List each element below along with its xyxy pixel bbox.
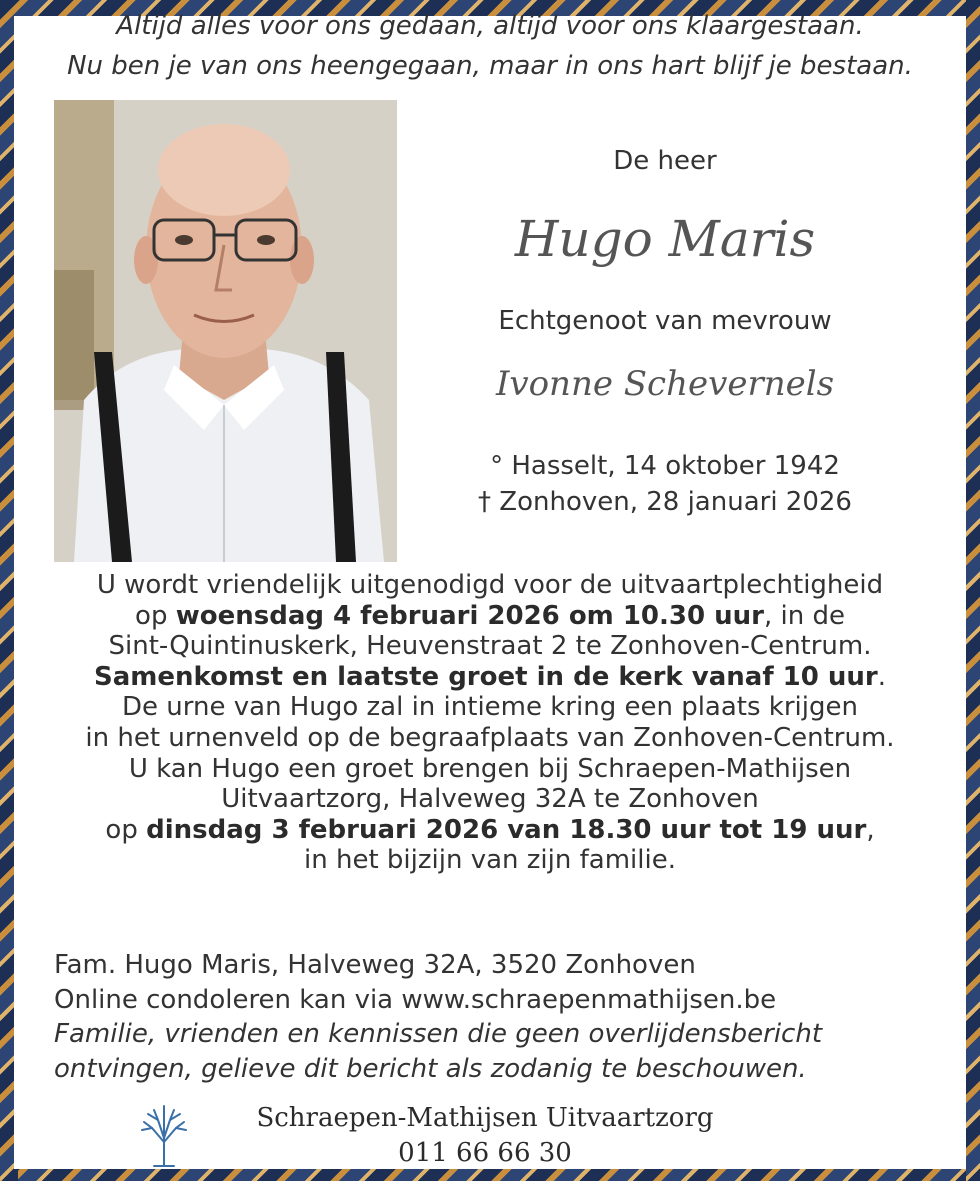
ceremony-line: U wordt vriendelijk uitgenodigd voor de uitvaartplechtigheid: [96, 570, 884, 600]
contact-info: [54, 948, 954, 1086]
gathering-bold: Samenkomst en laatste groet in de kerk vanaf 10 uur: [93, 661, 878, 692]
ceremony-line: op woensdag 4 februari 2026 om 10.30 uur, in de: [135, 600, 845, 631]
death-date: † Zonhoven, 28 januari 2026: [478, 487, 852, 517]
ceremony-line: Uitvaartzorg, Halveweg 32A te Zonhoven: [221, 784, 759, 815]
notice-line-1: Familie, vrienden en kennissen die geen overlijdensbericht: [54, 1019, 823, 1049]
birth-date: ° Hasselt, 14 oktober 1942: [490, 451, 840, 481]
poem: [0, 6, 980, 86]
ceremony-line: U kan Hugo een groet brengen bij Schraepen-Mathijsen: [128, 753, 852, 784]
ceremony-date-bold: woensdag 4 februari 2026 om 10.30 uur: [175, 600, 764, 631]
title-prefix: De heer: [613, 146, 717, 176]
ceremony-line: De urne van Hugo zal in intieme kring een plaats krijgen: [122, 692, 858, 723]
relation-text: Echtgenoot van mevrouw: [498, 306, 832, 336]
ceremony-line: op dinsdag 3 februari 2026 van 18.30 uur tot 19 uur,: [105, 814, 875, 845]
ceremony-line: Sint-Quintinuskerk, Heuvenstraat 2 te Zonhoven-Centrum.: [108, 631, 872, 662]
ceremony-line: in het urnenveld op de begraafplaats van Zonhoven-Centrum.: [85, 722, 895, 753]
ceremony-line: Samenkomst en laatste groet in de kerk vanaf 10 uur.: [93, 661, 887, 692]
company-phone: 011 66 66 30: [398, 1138, 572, 1168]
poem-line-2: Nu ben je van ons heengegaan, maar in ons hart blijf je bestaan.: [67, 51, 913, 81]
online-condolence: Online condoleren kan via www.schraepenmathijsen.be: [54, 984, 777, 1015]
spouse-name: Ivonne Schevernels: [495, 364, 835, 404]
deceased-name: Hugo Maris: [514, 210, 816, 268]
poem-line-1: Altijd alles voor ons gedaan, altijd voor ons klaargestaan.: [116, 11, 864, 41]
life-dates: [420, 448, 910, 520]
notice-line-2: ontvingen, gelieve dit bericht als zodanig te beschouwen.: [54, 1053, 807, 1084]
ceremony-line: in het bijzijn van zijn familie.: [304, 845, 676, 876]
family-address: Fam. Hugo Maris, Halveweg 32A, 3520 Zonhoven: [54, 950, 696, 980]
ceremony-details: [0, 570, 980, 876]
tree-icon: [136, 1102, 192, 1168]
decorative-border-bottom: [0, 1169, 980, 1181]
portrait-photo: [54, 100, 397, 562]
company-name: Schraepen-Mathijsen Uitvaartzorg: [256, 1103, 714, 1133]
visitation-date-bold: dinsdag 3 februari 2026 van 18.30 uur tot 19 uur: [146, 814, 867, 845]
